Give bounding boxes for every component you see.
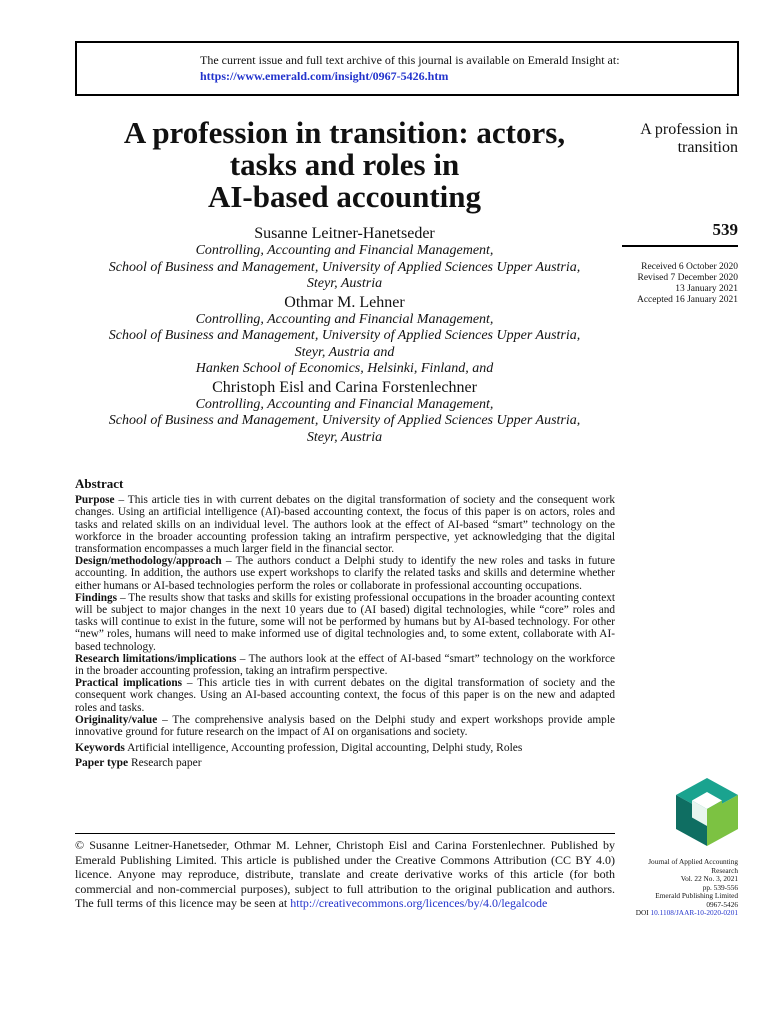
affiliation-line: School of Business and Management, University of Applied Sciences Upper Austria,	[108, 413, 581, 428]
journal-header-box	[75, 41, 739, 96]
affiliation-line: Steyr, Austria and	[294, 344, 395, 360]
archive-text: The current issue and full text archive of this journal is available on Emerald Insight at:	[200, 53, 620, 67]
affiliation-line: Controlling, Accounting and Financial Management,	[195, 311, 494, 327]
side-divider	[622, 245, 738, 247]
title-line: AI-based accounting	[207, 179, 481, 214]
section-label: Practical implications	[75, 677, 183, 690]
running-title-line: transition	[677, 139, 738, 156]
affiliation-line: Controlling, Accounting and Financial Management,	[195, 243, 494, 258]
journal-name: Research	[711, 865, 738, 875]
author-affiliation	[72, 312, 617, 378]
journal-issn: 0967-5426	[706, 899, 738, 909]
author-affiliation	[72, 397, 617, 447]
section-label: Design/methodology/approach	[75, 555, 222, 568]
article-dates	[600, 262, 738, 306]
section-label: Research limitations/implications	[75, 652, 237, 665]
journal-info	[596, 858, 738, 918]
archive-link[interactable]: https://www.emerald.com/insight/0967-5426.htm	[200, 69, 449, 83]
affiliation-line: School of Business and Management, University of Applied Sciences Upper Austria,	[108, 259, 581, 275]
author-affiliation	[72, 243, 617, 293]
affiliation-line: School of Business and Management, University of Applied Sciences Upper Austria,	[108, 328, 581, 343]
license-divider	[75, 833, 615, 834]
journal-name: Journal of Applied Accounting	[648, 857, 738, 866]
license-body: © Susanne Leitner-Hanetseder, Othmar M. Lehner, Christoph Eisl and Carina Forstenlechner. Published by Emerald Publishing Limited. This article is published under the Creative Commons Attribution (CC BY 4.0) licence. Anyone may reproduce, distribute, translate and create derivative works of this article (for both commercial and non-commercial purposes), subject to full attribution to the original publication and authors. The full terms of this licence may be seen at	[75, 838, 615, 911]
section-label: Originality/value	[75, 713, 158, 726]
doi-link[interactable]: 10.1108/JAAR-10-2020-0201	[650, 908, 738, 917]
section-text: – The authors conduct a Delphi study to identify the new roles and tasks in future accounting. In addition, the authors use expert workshops to clarify the related tasks and skills and determine whether either humans or AI-based technologies perform the roles or collaborate in professional accounting occupations.	[75, 555, 615, 592]
journal-doi	[596, 909, 738, 918]
section-text: – This article ties in with current debates on the digital transformation of society and the consequent work changes. Using an AI-based accounting context, the focus of this paper is on the new and adapted roles and tasks.	[75, 677, 615, 714]
abstract-heading: Abstract	[75, 476, 124, 491]
affiliation-line: Hanken School of Economics, Helsinki, Finland, and	[195, 361, 494, 376]
license-link[interactable]: http://creativecommons.org/licences/by/4.0/legalcode	[290, 896, 548, 911]
abstract-design	[75, 555, 615, 592]
section-text: – This article ties in with current debates on the digital transformation of society and the consequent work changes. Using an artificial intelligence (AI)-based accounting context, the focus of this paper is on actors, roles and tasks and related skills on an individual level. The authors look at the effect of AI-based “smart” technology on the workforce in the broader accounting profession taking an intrafirm perspective, yet acknowledging that the digital transformation encompasses a much larger field in the financial sector.	[75, 494, 615, 556]
abstract-purpose	[75, 494, 615, 555]
journal-pages: pp. 539-556	[702, 882, 738, 892]
title-line: tasks and roles in	[229, 147, 460, 182]
author-name: Othmar M. Lehner	[284, 293, 405, 311]
revised-date-2: 13 January 2021	[675, 284, 738, 294]
section-label: Purpose	[75, 494, 115, 507]
author-block	[72, 224, 617, 446]
affiliation-line: Steyr, Austria	[306, 429, 383, 445]
title-line: A profession in transition: actors,	[123, 115, 566, 150]
affiliation-line: Controlling, Accounting and Financial Management,	[195, 396, 494, 412]
journal-publisher: Emerald Publishing Limited	[655, 891, 738, 900]
doi-label: DOI	[635, 908, 651, 917]
abstract-research-limitations	[75, 653, 615, 677]
paper-type	[75, 756, 615, 771]
section-text: – The results show that tasks and skills for existing professional occupations in the broader acounting context will be subject to major changes in the next 10 years due to (AI based) digital technologies, while “core” roles and tasks will continue to exist in the future, some will not be performed by humans but by AI-based technology. For other “new” roles, humans will need to make informed use of digital technologies and, to some extent, collaborate with AI-based technology.	[75, 591, 615, 653]
paper-type-text: Research paper	[128, 757, 202, 770]
abstract-originality	[75, 714, 615, 738]
abstract-findings	[75, 592, 615, 653]
journal-volume: Vol. 22 No. 3, 2021	[680, 874, 738, 883]
affiliation-line: Steyr, Austria	[306, 276, 383, 291]
keywords	[75, 741, 615, 756]
paper-type-label: Paper type	[75, 757, 129, 770]
license-text	[75, 838, 615, 911]
page-number: 539	[712, 220, 738, 239]
section-label: Findings	[75, 591, 118, 604]
running-title	[610, 121, 738, 157]
article-title	[72, 117, 617, 213]
section-text: – The authors look at the effect of AI-based “smart” technology on the workforce in the broader accounting profession, taking an intrafirm perspective.	[75, 652, 615, 678]
author-name: Christoph Eisl and Carina Forstenlechner	[212, 378, 477, 396]
received-date: Received 6 October 2020	[641, 262, 738, 272]
abstract-practical	[75, 677, 615, 714]
journal-logo-icon	[676, 778, 738, 846]
keywords-label: Keywords	[75, 742, 125, 755]
accepted-date: Accepted 16 January 2021	[636, 295, 738, 305]
revised-date: Revised 7 December 2020	[637, 273, 738, 283]
running-title-line: A profession in	[640, 121, 738, 138]
author-name: Susanne Leitner-Hanetseder	[254, 225, 435, 242]
keywords-text: Artificial intelligence, Accounting profession, Digital accounting, Delphi study, Roles	[124, 742, 523, 755]
abstract-section	[75, 478, 615, 771]
section-text: – The comprehensive analysis based on the Delphi study and expert workshops provide ample innovative ground for future research on the impact of AI on organisations and society.	[75, 713, 615, 739]
